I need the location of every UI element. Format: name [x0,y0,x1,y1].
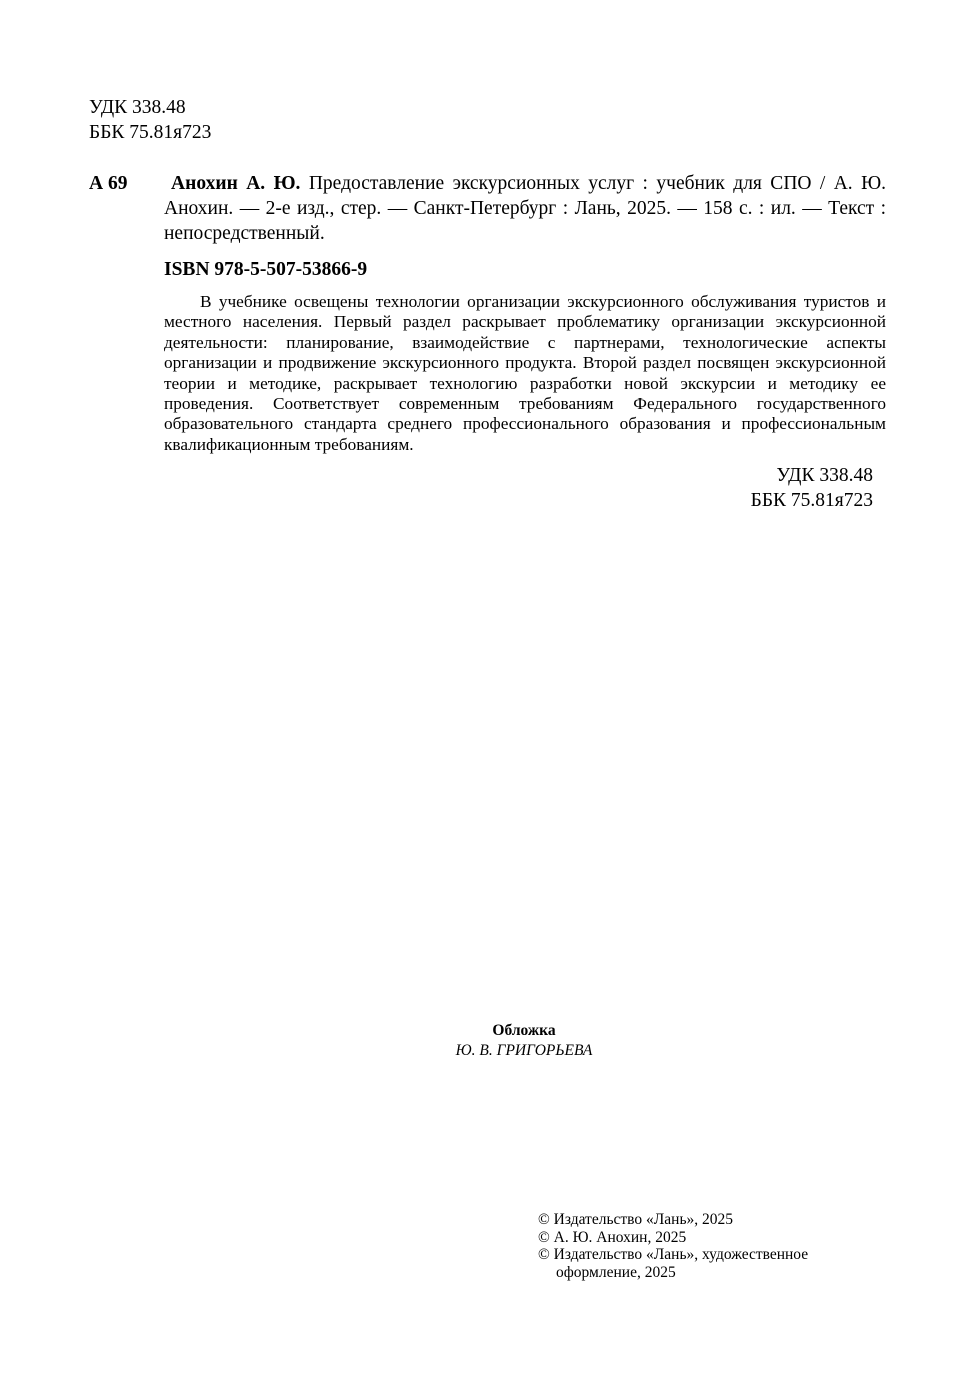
copyright-line: © А. Ю. Анохин, 2025 [538,1228,687,1246]
bbk-code: ББК 75.81я723 [750,490,873,511]
cover-label: Обложка [492,1022,556,1039]
copyright-block [538,1211,808,1281]
cover-credit [424,1021,624,1061]
copyright-line: © Издательство «Лань», художественное [538,1246,809,1263]
author-sign: А 69 [89,173,128,194]
copyright-line: © Издательство «Лань», 2025 [538,1211,734,1228]
classification-codes-bottom [751,463,873,513]
classification-codes-top [89,95,211,145]
udk-code: УДК 338.48 [89,97,186,118]
bibliographic-record [164,171,886,246]
isbn: ISBN 978-5-507-53866-9 [164,259,368,280]
copyright-line: оформление, 2025 [556,1263,676,1281]
bbk-code: ББК 75.81я723 [89,122,212,143]
biblio-description: Предоставление экскурсионных услуг : учебник для СПО / А. Ю. Анохин. — 2-е изд., стер. — Санкт-Петербург : Лань, 2025. — 158 с. : ил. — Текст : непосредственный. [164,173,887,244]
udk-code: УДК 338.48 [776,465,873,486]
cover-author: Ю. В. ГРИГОРЬЕВА [455,1042,593,1059]
annotation: В учебнике освещены технологии организации экскурсионного обслуживания туристов и местного населения. Первый раздел раскрывает проблематику организации экскурсионной деятельности: планирование, взаимодействие с партнерами, технологические аспекты организации и продвижение экскурсионного продукта. Второй раздел посвящен экскурсионной теории и методике, раскрывает технологию разработки новой экскурсии и методику ее проведения. Соответствует современным требованиям Федерального государственного образовательного стандарта среднего профессионального образования и профессиональным квалификационным требованиям. [164,292,886,454]
biblio-author: Анохин А. Ю. [171,173,301,194]
